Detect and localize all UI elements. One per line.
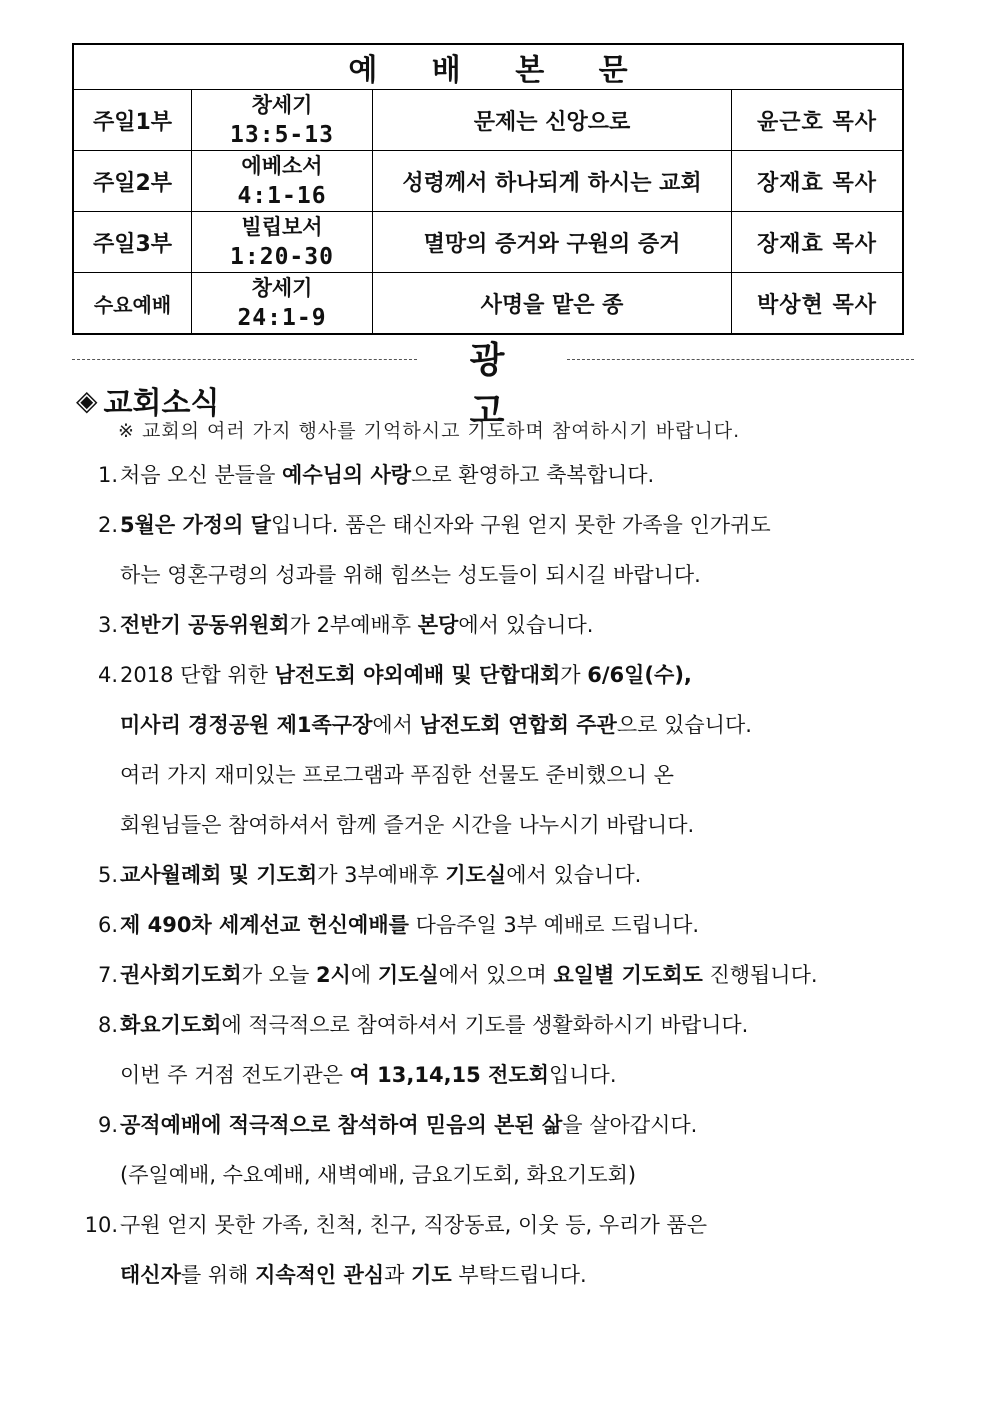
announcement-item xyxy=(70,959,920,1009)
diamond-icon: ◈ xyxy=(76,383,98,417)
table-row xyxy=(73,212,903,273)
table-row xyxy=(73,273,903,335)
scripture-book: 창세기 xyxy=(251,93,313,117)
announcement-item xyxy=(70,509,920,559)
emphasis-text: 남전도회 연합회 주관 xyxy=(419,713,617,737)
plain-text: 에서 있습니다. xyxy=(506,863,642,887)
announcement-continuation xyxy=(70,1159,920,1209)
announcement-continuation xyxy=(70,809,920,859)
plain-text: 이번 주 거점 전도기관은 xyxy=(120,1063,350,1087)
plain-text: 과 xyxy=(384,1263,412,1287)
scripture-book: 빌립보서 xyxy=(241,215,323,239)
sermon-title: 사명을 맡은 종 xyxy=(373,273,732,335)
emphasis-text: 기도 xyxy=(411,1263,452,1287)
dashed-divider xyxy=(567,359,914,360)
sermon-title: 성령께서 하나되게 하시는 교회 xyxy=(373,151,732,212)
plain-text: 으로 환영하고 축복합니다. xyxy=(411,463,655,487)
item-number: 5. xyxy=(97,863,118,887)
sermon-title: 멸망의 증거와 구원의 증거 xyxy=(373,212,732,273)
announcement-item xyxy=(70,909,920,959)
emphasis-text: 제 490차 세계선교 헌신예배를 xyxy=(120,913,409,937)
emphasis-text: 2시 xyxy=(315,963,351,987)
plain-text: 가 오늘 xyxy=(241,963,316,987)
preacher-name: 장재효 목사 xyxy=(732,212,904,273)
item-text xyxy=(120,663,692,687)
item-text xyxy=(120,913,699,937)
service-name: 주일3부 xyxy=(73,212,192,273)
plain-text: 입니다. 품은 태신자와 구원 얻지 못한 가족을 인가귀도 xyxy=(270,513,771,537)
emphasis-text: 권사회기도회 xyxy=(120,963,242,987)
plain-text: 회원님들은 참여하셔서 함께 즐거운 시간을 나누시기 바랍니다. xyxy=(120,813,695,837)
item-number: 9. xyxy=(97,1113,118,1137)
item-text xyxy=(120,1213,707,1237)
emphasis-text: 5월은 가정의 달 xyxy=(120,513,271,537)
plain-text: 구원 얻지 못한 가족, 친척, 친구, 직장동료, 이웃 등, 우리가 품은 xyxy=(120,1213,707,1237)
item-number: 1. xyxy=(97,463,118,487)
emphasis-text: 기도실 xyxy=(445,863,507,887)
scripture-book: 에베소서 xyxy=(241,154,323,178)
preacher-name: 장재효 목사 xyxy=(732,151,904,212)
plain-text: 에서 있으며 xyxy=(438,963,554,987)
emphasis-text: 미사리 경정공원 제1족구장 xyxy=(120,713,373,737)
item-text xyxy=(120,1063,617,1087)
plain-text: 가 xyxy=(560,663,588,687)
item-number: 10. xyxy=(84,1213,118,1237)
preacher-name: 박상현 목사 xyxy=(732,273,904,335)
emphasis-text: 6/6일(수), xyxy=(587,663,692,687)
announcement-item xyxy=(70,459,920,509)
emphasis-text: 여 13,14,15 전도회 xyxy=(349,1063,549,1087)
table-row xyxy=(73,151,903,212)
plain-text: 입니다. xyxy=(548,1063,617,1087)
scripture-verse: 4:1-16 xyxy=(237,183,327,209)
item-number: 4. xyxy=(97,663,118,687)
item-text xyxy=(120,613,593,637)
service-name: 수요예배 xyxy=(73,273,192,335)
scripture-verse: 1:20-30 xyxy=(230,244,334,270)
preacher-name: 윤근호 목사 xyxy=(732,90,904,151)
item-text xyxy=(120,513,771,537)
item-number: 8. xyxy=(97,1013,118,1037)
announcement-item xyxy=(70,1209,920,1259)
scripture-verse: 13:5-13 xyxy=(230,122,334,148)
scripture-ref xyxy=(192,90,373,151)
announcement-item xyxy=(70,609,920,659)
emphasis-text: 요일별 기도회도 xyxy=(553,963,703,987)
emphasis-text: 교사월례회 및 기도회 xyxy=(120,863,318,887)
plain-text: 하는 영혼구령의 성과를 위해 힘쓰는 성도들이 되시길 바랍니다. xyxy=(120,563,701,587)
announcements-title: 광 고 xyxy=(469,340,545,432)
plain-text: 2018 단합 위한 xyxy=(120,663,275,687)
item-text xyxy=(120,1263,587,1287)
plain-text: 를 위해 xyxy=(180,1263,256,1287)
announcement-item xyxy=(70,659,920,709)
scripture-ref xyxy=(192,273,373,335)
item-text xyxy=(120,1113,697,1137)
plain-text: 에서 xyxy=(372,713,420,737)
emphasis-text: 공적예배에 적극적으로 참석하여 믿음의 본된 삶 xyxy=(120,1113,563,1137)
service-name: 주일2부 xyxy=(73,151,192,212)
emphasis-text: 본당 xyxy=(417,613,459,637)
dashed-divider xyxy=(72,359,417,360)
item-number: 3. xyxy=(97,613,118,637)
plain-text: 에 xyxy=(350,963,378,987)
sermon-title: 문제는 신앙으로 xyxy=(373,90,732,151)
announcement-item xyxy=(70,1109,920,1159)
table-title: 예 배 본 문 xyxy=(73,44,903,90)
plain-text: 부탁드립니다. xyxy=(451,1263,587,1287)
plain-text: 으로 있습니다. xyxy=(616,713,752,737)
table-row xyxy=(73,90,903,151)
announcement-continuation xyxy=(70,759,920,809)
scripture-book: 창세기 xyxy=(251,276,313,300)
item-text xyxy=(120,763,674,787)
item-text xyxy=(120,1013,748,1037)
emphasis-text: 태신자 xyxy=(120,1263,181,1287)
item-text xyxy=(120,563,701,587)
announcement-item xyxy=(70,1009,920,1059)
plain-text: 처음 오신 분들을 xyxy=(120,463,283,487)
item-text xyxy=(120,963,818,987)
announcement-continuation xyxy=(70,1259,920,1309)
item-text xyxy=(120,713,752,737)
item-text xyxy=(120,863,641,887)
plain-text: 진행됩니다. xyxy=(702,963,818,987)
plain-text: 을 살아갑시다. xyxy=(562,1113,698,1137)
item-text xyxy=(120,1163,636,1187)
item-text xyxy=(120,463,654,487)
announcement-continuation xyxy=(70,559,920,609)
plain-text: 가 3부예배후 xyxy=(317,863,446,887)
plain-text: 여러 가지 재미있는 프로그램과 푸짐한 선물도 준비했으니 온 xyxy=(120,763,674,787)
emphasis-text: 기도실 xyxy=(377,963,439,987)
emphasis-text: 화요기도회 xyxy=(120,1013,222,1037)
plain-text: 에 적극적으로 참여하셔서 기도를 생활화하시기 바랍니다. xyxy=(221,1013,749,1037)
announcement-continuation xyxy=(70,1059,920,1109)
announcement-continuation xyxy=(70,709,920,759)
item-number: 7. xyxy=(97,963,118,987)
emphasis-text: 지속적인 관심 xyxy=(255,1263,385,1287)
item-text xyxy=(120,813,694,837)
scripture-verse: 24:1-9 xyxy=(237,305,327,331)
section-note: ※ 교회의 여러 가지 행사를 기억하시고 기도하며 참여하시기 바랍니다. xyxy=(118,420,741,442)
service-name: 주일1부 xyxy=(73,90,192,151)
section-title: 교회소식 xyxy=(103,386,220,421)
plain-text: 다음주일 3부 예배로 드립니다. xyxy=(408,913,700,937)
item-number: 6. xyxy=(97,913,118,937)
scripture-ref xyxy=(192,212,373,273)
scripture-ref xyxy=(192,151,373,212)
announcement-item xyxy=(70,859,920,909)
emphasis-text: 예수님의 사랑 xyxy=(282,463,412,487)
sermon-scripture-table xyxy=(72,43,904,335)
plain-text: 가 2부예배후 xyxy=(289,613,418,637)
emphasis-text: 남전도회 야외예배 및 단합대회 xyxy=(274,663,561,687)
plain-text: 에서 있습니다. xyxy=(458,613,594,637)
emphasis-text: 전반기 공동위원회 xyxy=(120,613,290,637)
item-number: 2. xyxy=(97,513,118,537)
plain-text: (주일예배, 수요예배, 새벽예배, 금요기도회, 화요기도회) xyxy=(120,1163,637,1187)
announcement-list xyxy=(70,459,920,1309)
